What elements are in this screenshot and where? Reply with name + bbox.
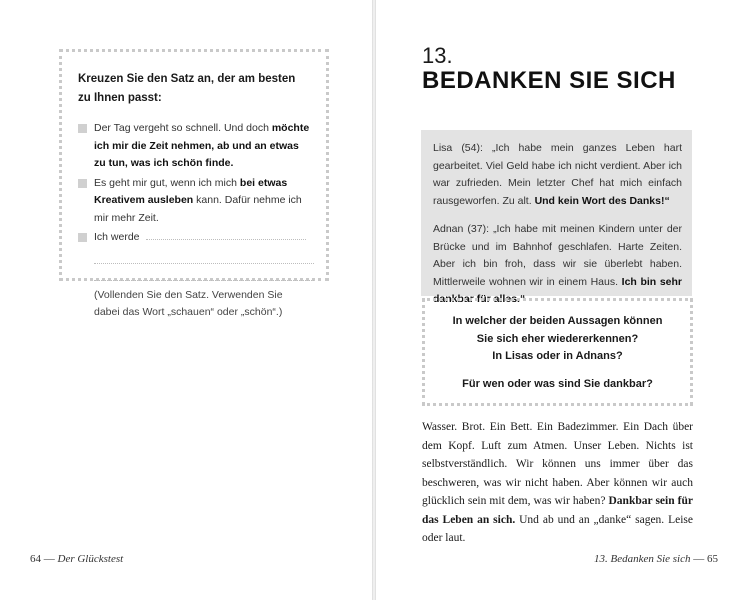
option-1-bold: möchte ich mir die Zeit nehmen, ab und an etwas zu tun, was ich schön finde. [94,122,310,169]
reflection-box [422,298,693,406]
checkbox-2[interactable] [78,179,87,188]
body-text-bold: Dankbar sein für das Leben an sich. [422,495,693,526]
footer-dash-left: — [41,553,58,565]
reflection-line-3: In Lisas oder in Adnans? [492,350,623,362]
fill-in-line-1[interactable] [146,229,306,240]
page-number-left: 64 [30,553,41,565]
option-3-text: Ich werde [94,231,140,243]
quote-adnan [433,221,682,309]
body-text-pre: Wasser. Brot. Ein Bett. Ein Badezimmer. Ein Dach über dem Kopf. Luft zum Atmen. Unser Leben. Nichts ist selbstverständlich. Wir können uns immer über das beschweren, was wir nicht haben. Aber können wir auch glücklich sein mit dem, was wir haben? [422,421,693,507]
exercise-question: Kreuzen Sie den Satz an, der am besten zu Ihnen passt: [78,73,296,104]
footer-dash-right: — [690,553,707,565]
left-page [0,0,372,600]
checkbox-1[interactable] [78,124,87,133]
exercise-box [59,49,329,318]
option-3 [78,229,310,247]
reflection-question: Für wen oder was sind Sie dankbar? [462,377,653,390]
page-number-right: 65 [707,553,718,565]
option-1 [78,120,310,173]
footer-left [30,553,123,565]
option-2-post: kann. Dafür nehme ich mir mehr Zeit. [94,194,302,224]
body-paragraph [422,418,693,548]
footer-right [594,553,718,565]
options-list [78,120,310,281]
option-2-bold: bei etwas Kreativem ausleben [94,176,288,206]
fill-in-line-2[interactable] [94,249,314,264]
reflection-line-1: In welcher der beiden Aussagen können [452,315,663,327]
quote-lisa-text: Lisa (54): „Ich habe mein ganzes Leben hart gearbeitet. Viel Geld habe ich nicht verdient. Aber ich war zufrieden. Mein letzter Chef hat mich einfach rausgeworfen. Zu alt. [433,142,682,207]
chapter-title: BEDANKEN SIE SICH [422,67,676,94]
running-title-right: 13. Bedanken Sie sich [593,553,691,565]
quote-lisa [433,140,682,210]
option-2 [78,175,310,228]
quote-adnan-bold: Ich bin sehr dankbar für alles.“ [433,275,682,305]
checkbox-3[interactable] [78,233,87,242]
exercise-note: (Vollenden Sie den Satz. Verwenden Sie dabei das Wort „schauen“ oder „schön“.) [94,288,283,318]
option-1-text: Der Tag vergeht so schnell. Und doch [94,122,272,134]
quote-lisa-bold: Und kein Wort des Danks!“ [534,194,670,207]
reflection-line-2: Sie sich eher wiedererkennen? [476,332,639,345]
body-text-post: Und ab und an „danke“ sagen. Leise oder laut. [422,513,693,544]
running-title-left: Der Glückstest [57,553,124,565]
option-2-text: Es geht mir gut, wenn ich mich [94,176,240,189]
chapter-number: 13. [422,43,453,68]
quotes-box [421,130,692,305]
fill-in-line-3[interactable] [94,266,314,281]
quote-adnan-text: Adnan (37): „Ich habe mit meinen Kindern unter der Brücke und im Bahnhof geschlafen. Harte Zeiten. Aber ich bin froh, dass wir sie überlebt haben. Mittlerweile wohnen wir in einem Haus. [433,223,682,288]
